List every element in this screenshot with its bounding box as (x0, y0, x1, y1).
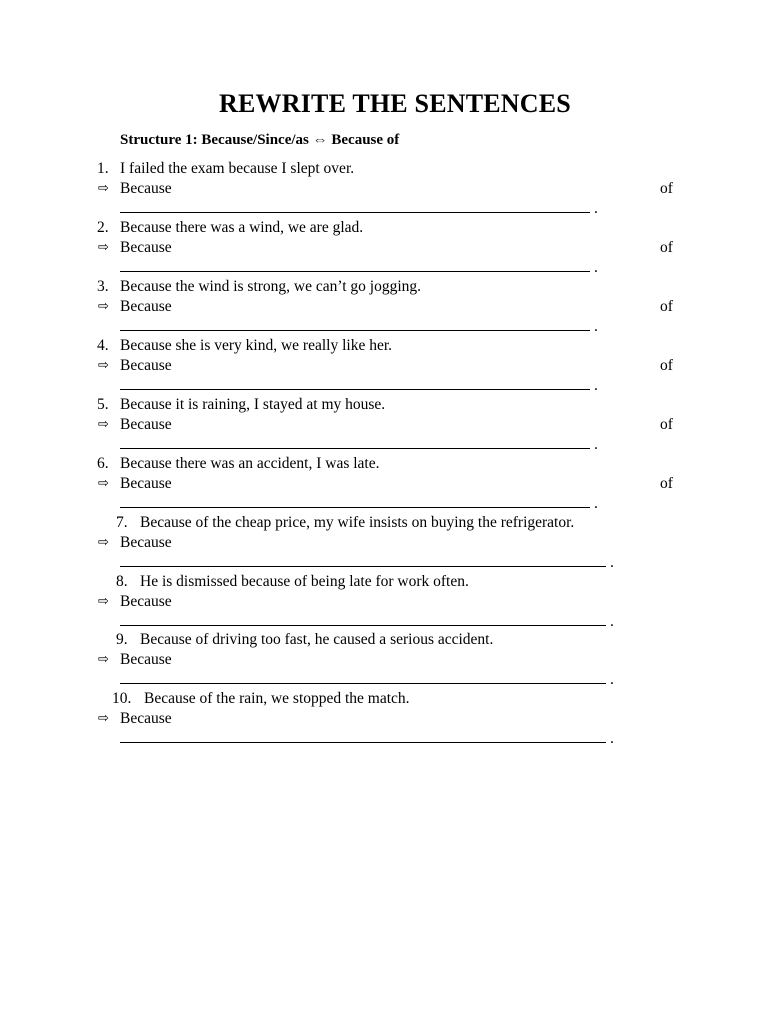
exercise-sentence: Because of the cheap price, my wife insists on buying the refrigerator. (140, 514, 575, 531)
answer-prompt-of: of (660, 180, 673, 197)
answer-prompt-because: Because (120, 357, 172, 374)
answer-end-dot: . (594, 436, 598, 453)
answer-prompt-because: Because (120, 239, 172, 256)
exercise-sentence: Because there was an accident, I was late. (120, 455, 380, 472)
answer-prompt-because: Because (120, 475, 172, 492)
answer-prompt-because: Because (120, 534, 172, 551)
exercise-item-7 (0, 513, 768, 572)
exercise-sentence: Because there was a wind, we are glad. (120, 219, 364, 236)
answer-blank[interactable] (120, 448, 590, 449)
answer-blank[interactable] (120, 742, 606, 743)
answer-prompt-because: Because (120, 416, 172, 433)
structure-heading: Structure 1: Because/Since/as ⇔ Because of (120, 132, 400, 148)
arrow-right-icon: ⇨ (98, 417, 109, 432)
exercise-item-9 (0, 630, 768, 689)
exercise-number: 3. (97, 278, 109, 295)
arrow-right-icon: ⇨ (98, 476, 109, 491)
exercise-sentence: Because she is very kind, we really like her. (120, 337, 393, 354)
arrow-right-icon: ⇨ (98, 594, 109, 609)
answer-prompt-because: Because (120, 651, 172, 668)
answer-end-dot: . (594, 259, 598, 276)
arrow-right-icon: ⇨ (98, 240, 109, 255)
exercise-item-3 (0, 277, 768, 336)
exercise-sentence: I failed the exam because I slept over. (120, 160, 355, 177)
answer-prompt-because: Because (120, 593, 172, 610)
exercise-number: 9. (116, 631, 128, 648)
arrow-right-icon: ⇨ (98, 299, 109, 314)
exercise-sentence: Because of the rain, we stopped the match. (144, 690, 410, 707)
answer-prompt-of: of (660, 298, 673, 315)
exercise-item-10 (0, 689, 768, 748)
exercise-item-2 (0, 218, 768, 277)
exercise-item-1 (0, 159, 768, 218)
exercise-number: 1. (97, 160, 109, 177)
answer-end-dot: . (594, 200, 598, 217)
arrow-right-icon: ⇨ (98, 711, 109, 726)
answer-blank[interactable] (120, 507, 590, 508)
answer-prompt-because: Because (120, 710, 172, 727)
exercise-number: 10. (112, 690, 132, 707)
arrow-right-icon: ⇨ (98, 358, 109, 373)
answer-blank[interactable] (120, 271, 590, 272)
answer-end-dot: . (610, 613, 614, 630)
answer-prompt-of: of (660, 239, 673, 256)
exercise-item-5 (0, 395, 768, 454)
exercise-number: 5. (97, 396, 109, 413)
answer-blank[interactable] (120, 389, 590, 390)
answer-blank[interactable] (120, 625, 606, 626)
exercise-sentence: Because it is raining, I stayed at my house. (120, 396, 386, 413)
answer-end-dot: . (610, 671, 614, 688)
answer-end-dot: . (594, 318, 598, 335)
exercise-item-6 (0, 454, 768, 513)
answer-end-dot: . (594, 377, 598, 394)
answer-end-dot: . (610, 554, 614, 571)
exercise-item-4 (0, 336, 768, 395)
exercise-sentence: Because the wind is strong, we can’t go jogging. (120, 278, 422, 295)
answer-blank[interactable] (120, 330, 590, 331)
answer-end-dot: . (610, 730, 614, 747)
answer-prompt-because: Because (120, 298, 172, 315)
exercise-number: 7. (116, 514, 128, 531)
answer-blank[interactable] (120, 566, 606, 567)
answer-prompt-of: of (660, 475, 673, 492)
exercise-number: 2. (97, 219, 109, 236)
exercise-item-8 (0, 572, 768, 631)
exercise-number: 4. (97, 337, 109, 354)
exercise-sentence: Because of driving too fast, he caused a serious accident. (140, 631, 494, 648)
answer-prompt-because: Because (120, 180, 172, 197)
exercise-sentence: He is dismissed because of being late for work often. (140, 573, 469, 590)
answer-blank[interactable] (120, 212, 590, 213)
exercise-number: 6. (97, 455, 109, 472)
answer-blank[interactable] (120, 683, 606, 684)
answer-prompt-of: of (660, 416, 673, 433)
arrow-right-icon: ⇨ (98, 535, 109, 550)
exercise-number: 8. (116, 573, 128, 590)
page-title: REWRITE THE SENTENCES (219, 89, 571, 118)
answer-end-dot: . (594, 495, 598, 512)
arrow-right-icon: ⇨ (98, 181, 109, 196)
arrow-right-icon: ⇨ (98, 652, 109, 667)
answer-prompt-of: of (660, 357, 673, 374)
